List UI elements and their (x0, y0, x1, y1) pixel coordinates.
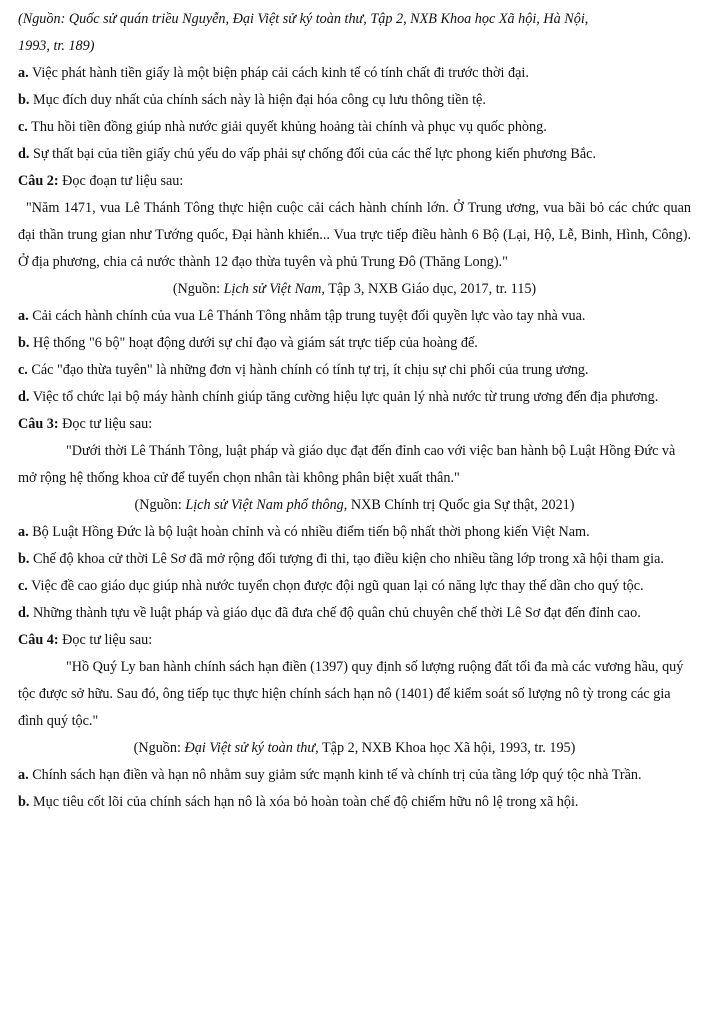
source-title: Lịch sử Việt Nam phổ thông (185, 497, 344, 513)
option-letter: a. (18, 767, 29, 783)
q1-option-c (18, 114, 691, 141)
question-4-quote: "Hồ Quý Ly ban hành chính sách hạn điền (1397) quy định số lượng ruộng đất tối đa mà các vương hầu, quý tộc được sở hữu. Sau đó, ông tiếp tục thực hiện chính sách hạn nô (1401) để kiểm soát số lượng nô tỳ trong các gia đình quý tộc." (18, 659, 684, 729)
option-text: Các "đạo thừa tuyên" là những đơn vị hành chính có tính tự trị, ít chịu sự chi phối của trung ương. (31, 362, 589, 378)
source-prefix: (Nguồn: (172, 281, 224, 297)
option-text: Việc tổ chức lại bộ máy hành chính giúp tăng cường hiệu lực quản lý nhà nước từ trung ương đến địa phương. (32, 389, 659, 405)
option-letter: a. (18, 308, 29, 324)
option-letter: d. (18, 146, 30, 162)
question-3-source (18, 492, 691, 519)
q3-option-d (18, 600, 691, 627)
q4-option-a (18, 762, 691, 789)
option-text: Thu hồi tiền đồng giúp nhà nước giải quyết khủng hoảng tài chính và phục vụ quốc phòng. (31, 119, 547, 135)
source-title: Lịch sử Việt Nam (223, 281, 322, 297)
option-letter: c. (18, 578, 28, 594)
question-intro: Đọc đoạn tư liệu sau: (58, 173, 184, 189)
q1-option-a (18, 60, 691, 87)
source-prefix: (Nguồn: (134, 497, 186, 513)
question-label: Câu 4: (18, 632, 59, 648)
source-citation (18, 6, 691, 60)
q1-option-b (18, 87, 691, 114)
option-text: Những thành tựu về luật pháp và giáo dục đã đưa chế độ quân chủ chuyên chế thời Lê Sơ đạt đến đỉnh cao. (32, 605, 641, 621)
q3-option-a (18, 519, 691, 546)
q1-option-d (18, 141, 691, 168)
question-4-heading (18, 627, 691, 654)
option-letter: a. (18, 65, 29, 81)
option-text: Mục tiêu cốt lõi của chính sách hạn nô là xóa bỏ hoàn toàn chế độ chiếm hữu nô lệ trong xã hội. (32, 794, 579, 810)
option-text: Mục đích duy nhất của chính sách này là hiện đại hóa công cụ lưu thông tiền tệ. (32, 92, 486, 108)
source-prefix: (Nguồn: (133, 740, 185, 756)
option-text: Chính sách hạn điền và hạn nô nhằm suy giảm sức mạnh kinh tế và chính trị của tầng lớp quý tộc nhà Trần. (32, 767, 642, 783)
question-label: Câu 3: (18, 416, 59, 432)
option-letter: b. (18, 335, 30, 351)
option-letter: b. (18, 794, 30, 810)
question-label: Câu 2: (18, 173, 59, 189)
q2-option-a (18, 303, 691, 330)
option-letter: c. (18, 362, 28, 378)
question-4-source (18, 735, 691, 762)
question-intro: Đọc tư liệu sau: (58, 416, 153, 432)
option-text: Cải cách hành chính của vua Lê Thánh Tông nhằm tập trung tuyệt đối quyền lực vào tay nhà vua. (32, 308, 586, 324)
source-title: Đại Việt sử ký toàn thư (184, 740, 316, 756)
option-text: Chế độ khoa cử thời Lê Sơ đã mở rộng đối tượng đi thi, tạo điều kiện cho nhiều tầng lớp trong xã hội tham gia. (32, 551, 664, 567)
option-letter: c. (18, 119, 28, 135)
q2-option-c (18, 357, 691, 384)
q2-option-b (18, 330, 691, 357)
option-text: Sự thất bại của tiền giấy chủ yếu do vấp phải sự chống đối của các thế lực phong kiến phương Bắc. (32, 146, 597, 162)
q3-option-c (18, 573, 691, 600)
source-suffix: , NXB Chính trị Quốc gia Sự thật, 2021) (343, 497, 575, 513)
q3-option-b (18, 546, 691, 573)
question-3-quote: "Dưới thời Lê Thánh Tông, luật pháp và giáo dục đạt đến đỉnh cao với việc ban hành bộ Luật Hồng Đức và mở rộng hệ thống khoa cử để tuyển chọn nhân tài không phân biệt xuất thân." (18, 443, 676, 486)
q2-option-d (18, 384, 691, 411)
option-letter: a. (18, 524, 29, 540)
option-text: Việc đề cao giáo dục giúp nhà nước tuyển chọn được đội ngũ quan lại có năng lực thay thế dần cho quý tộc. (31, 578, 644, 594)
source-suffix: , Tập 2, NXB Khoa học Xã hội, 1993, tr. 195) (315, 740, 576, 756)
q4-option-b (18, 789, 691, 816)
option-text: Hệ thống "6 bộ" hoạt động dưới sự chỉ đạo và giám sát trực tiếp của hoàng đế. (32, 335, 478, 351)
source-line-1: (Nguồn: Quốc sử quán triều Nguyễn, Đại Việt sử ký toàn thư, Tập 2, NXB Khoa học Xã hội, Hà Nội, (18, 11, 589, 27)
option-text: Việc phát hành tiền giấy là một biện pháp cải cách kinh tế có tính chất đi trước thời đại. (31, 65, 529, 81)
source-line-2: 1993, tr. 189) (18, 38, 95, 54)
option-letter: b. (18, 551, 30, 567)
source-suffix: , Tập 3, NXB Giáo dục, 2017, tr. 115) (321, 281, 537, 297)
option-text: Bộ Luật Hồng Đức là bộ luật hoàn chỉnh và có nhiều điểm tiến bộ nhất thời phong kiến Việt Nam. (32, 524, 590, 540)
option-letter: d. (18, 605, 30, 621)
question-2-source (18, 276, 691, 303)
question-2-heading (18, 168, 691, 195)
option-letter: d. (18, 389, 30, 405)
question-2-quote: "Năm 1471, vua Lê Thánh Tông thực hiện cuộc cải cách hành chính lớn. Ở Trung ương, vua bãi bỏ các chức quan đại thần trung gian như Tướng quốc, Đại hành khiển... Vua trực tiếp điều hành 6 Bộ (Lại, Hộ, Lễ, Binh, Hình, Công). Ở địa phương, chia cả nước thành 12 đạo thừa tuyên và phủ Trung Đô (Thăng Long)." (18, 200, 691, 270)
question-3-heading (18, 411, 691, 438)
question-intro: Đọc tư liệu sau: (58, 632, 153, 648)
option-letter: b. (18, 92, 30, 108)
